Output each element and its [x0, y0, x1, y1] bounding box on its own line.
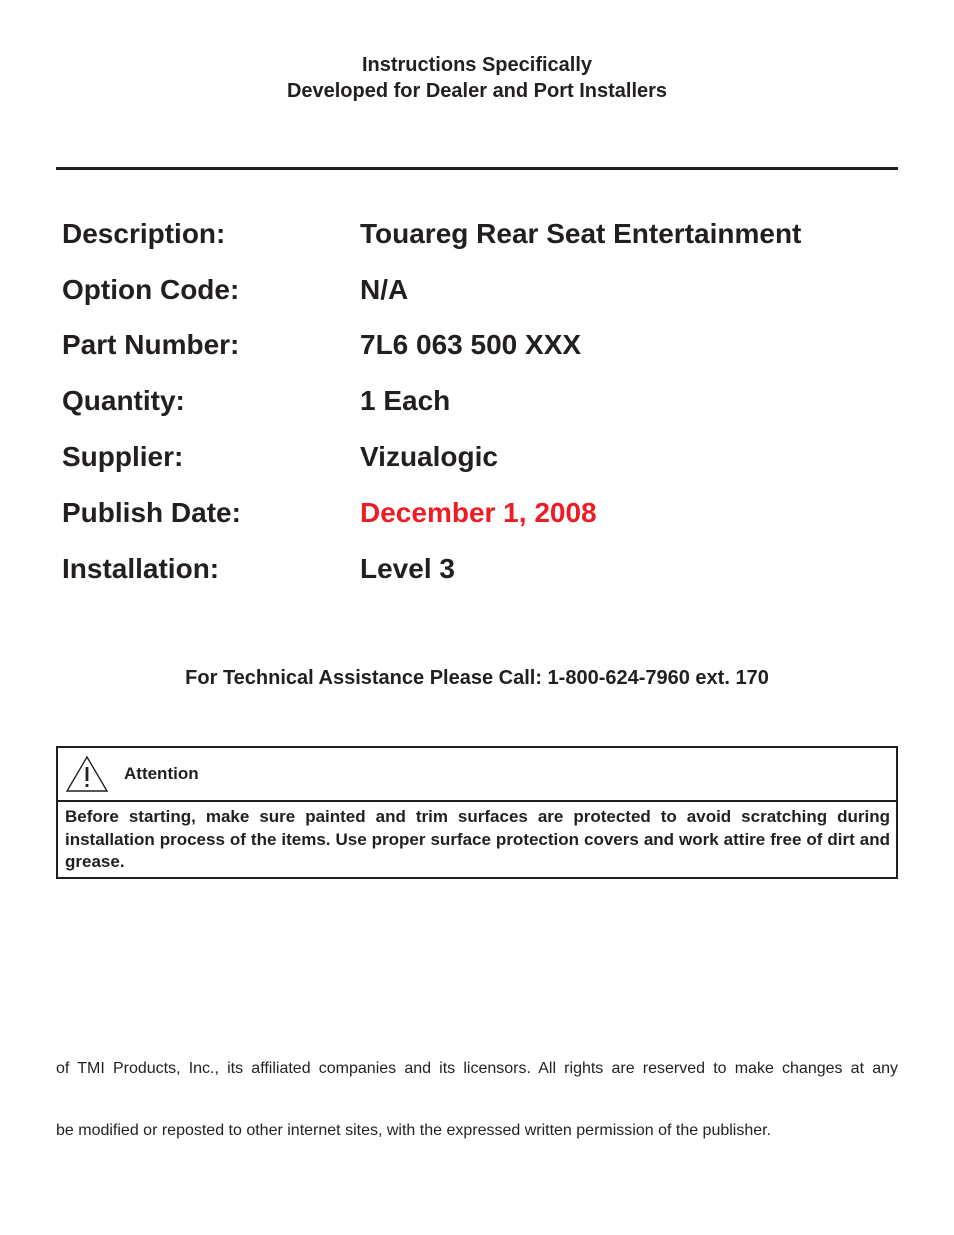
spec-row-quantity	[62, 373, 892, 429]
spec-row-description	[62, 206, 892, 262]
spec-row-supplier	[62, 429, 892, 485]
spec-row-publish-date	[62, 485, 892, 541]
attention-box	[56, 746, 898, 879]
spec-label: Part Number:	[62, 329, 240, 361]
spec-value: 1 Each	[360, 385, 451, 417]
spec-row-part-number	[62, 318, 892, 374]
spec-label: Installation:	[62, 552, 220, 584]
publish-date-value: December 1, 2008	[360, 496, 597, 528]
legal-text-line-1: of TMI Products, Inc., its affiliated companies and its licensors. All rights are reserved to make changes at any	[56, 1060, 898, 1077]
spec-value: Level 3	[360, 552, 455, 584]
spec-value: Touareg Rear Seat Entertainment	[360, 217, 802, 249]
spec-value: 7L6 063 500 XXX	[360, 329, 582, 361]
legal-text-line-2: be modified or reposted to other internet sites, with the expressed written permission of the publisher.	[56, 1122, 772, 1139]
spec-value: Vizualogic	[360, 441, 498, 473]
spec-table	[62, 206, 892, 597]
header-line-1: Instructions Specifically	[361, 54, 593, 76]
spec-row-installation	[62, 541, 892, 597]
attention-header	[58, 748, 896, 802]
header-divider	[56, 167, 898, 170]
attention-body: Before starting, make sure painted and trim surfaces are protected to avoid scratching during installation process of the items. Use proper surface protection covers and work attire free of dirt and grease.	[65, 807, 890, 871]
spec-value: N/A	[360, 273, 409, 305]
document-header	[0, 52, 954, 104]
spec-label: Publish Date:	[62, 496, 241, 528]
warning-triangle-icon	[64, 754, 110, 794]
spec-label: Option Code:	[62, 273, 240, 305]
spec-row-option-code	[62, 262, 892, 318]
attention-title: Attention	[124, 764, 199, 783]
spec-label: Quantity:	[62, 385, 185, 417]
spec-label: Supplier:	[62, 441, 184, 473]
spec-label: Description:	[62, 217, 226, 249]
tech-assistance-line: For Technical Assistance Please Call: 1-800-624-7960 ext. 170	[185, 667, 769, 689]
header-line-2: Developed for Dealer and Port Installers	[286, 80, 668, 102]
